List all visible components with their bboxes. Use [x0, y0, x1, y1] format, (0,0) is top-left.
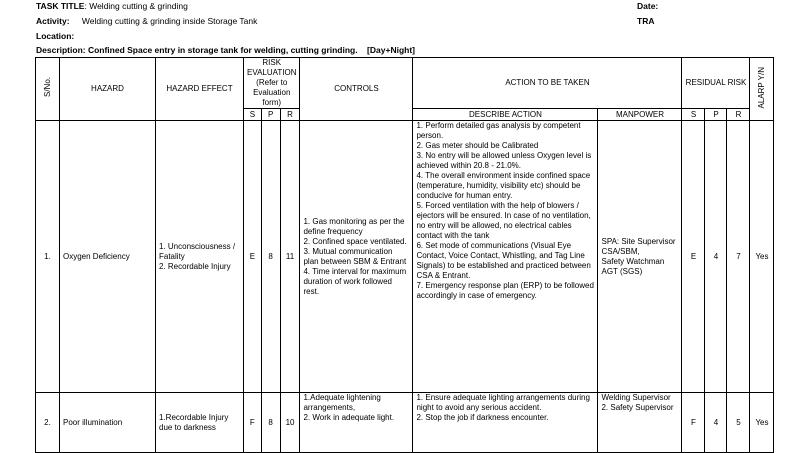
task-title-label: TASK TITLE [36, 1, 85, 11]
row-p: 8 [261, 121, 280, 393]
col-residual-p-header: P [705, 109, 727, 121]
tra-label: TRA [637, 16, 655, 26]
col-risk-eval-header: RISK EVALUATION (Refer to Evaluation form) [244, 58, 300, 109]
row-manpower: SPA: Site Supervisor CSA/SBM, Safety Watchman AGT (SGS) [598, 121, 682, 393]
row-hazard: Oxygen Deficiency [60, 121, 156, 393]
activity [36, 16, 257, 26]
col-r-header: R [280, 109, 300, 121]
row-describe-action: 1. Perform detailed gas analysis by competent person. 2. Gas meter should be Calibrated 3. No entry will be allowed unless Oxygen level is achieved within 20.8 - 21.0%. 4. The overall environment inside confined space (temperature, humidity, visibility etc) should be conducive for human entry. 5. Forced ventilation with the help of blowers / ejectors will be ensured. In case of no ventilation, no entry will be allowed, no electrical cables contact with the tank 6. Set mode of communications (Visual Eye Contact, Voice Contact, Whistling, and Tag Line Signals) to be established and practiced between CSA & Entrant. 7. Emergency response plan (ERP) to be followed accordingly in case of emergency. [413, 121, 598, 393]
task-title-value: : Welding cutting & grinding [84, 1, 188, 11]
row-r: 10 [280, 393, 300, 453]
col-alarp-header: ALARP Y/N [750, 58, 774, 121]
date-label: Date: [637, 1, 659, 11]
table-row [36, 121, 774, 393]
activity-label: Activity: [36, 16, 70, 26]
row-controls: 1.Adequate lightening arrangements, 2. Work in adequate light. [300, 393, 413, 453]
col-describe-action-header: DESCRIBE ACTION [413, 109, 598, 121]
task-title [36, 1, 188, 11]
col-sno-header: S/No. [36, 58, 60, 121]
row-residual-s: E [682, 121, 705, 393]
row-s: E [244, 121, 262, 393]
row-manpower: Welding Supervisor 2. Safety Supervisor [598, 393, 682, 453]
row-residual-r: 5 [727, 393, 750, 453]
row-hazard: Poor illumination [60, 393, 156, 453]
row-describe-action: 1. Ensure adequate lighting arrangements during night to avoid any serious accident. 2. Stop the job if darkness encounter. [413, 393, 598, 453]
row-sno: 1. [36, 121, 60, 393]
col-action-header: ACTION TO BE TAKEN [413, 58, 682, 109]
row-hazard-effect: 1.Recordable Injury due to darkness [156, 393, 244, 453]
activity-value: Welding cutting & grinding inside Storage Tank [81, 16, 258, 26]
row-hazard-effect: 1. Unconsciousness / Fatality 2. Recordable Injury [156, 121, 244, 393]
col-s-header: S [244, 109, 262, 121]
col-p-header: P [261, 109, 280, 121]
location-label: Location: [36, 31, 75, 41]
col-residual-risk-header: RESIDUAL RISK [682, 58, 750, 109]
col-residual-s-header: S [682, 109, 705, 121]
row-p: 8 [261, 393, 280, 453]
table-row [36, 393, 774, 453]
row-residual-s: F [682, 393, 705, 453]
row-controls: 1. Gas monitoring as per the define frequency 2. Confined space ventilated. 3. Mutual communication plan between SBM & Entrant 4. Time interval for maximum duration of work followed rest. [300, 121, 413, 393]
row-r: 11 [280, 121, 300, 393]
risk-assessment-table [35, 57, 774, 453]
row-residual-r: 7 [727, 121, 750, 393]
description: Description: Confined Space entry in storage tank for welding, cutting grinding. [Day+Night] [36, 45, 415, 55]
row-sno: 2. [36, 393, 60, 453]
row-s: F [244, 393, 262, 453]
col-hazard-effect-header: HAZARD EFFECT [156, 58, 244, 121]
col-manpower-header: MANPOWER [598, 109, 682, 121]
col-residual-r-header: R [727, 109, 750, 121]
row-residual-p: 4 [705, 393, 727, 453]
row-residual-p: 4 [705, 121, 727, 393]
header-row-1 [36, 58, 774, 109]
col-controls-header: CONTROLS [300, 58, 413, 121]
row-alarp: Yes [750, 393, 774, 453]
col-hazard-header: HAZARD [60, 58, 156, 121]
row-alarp: Yes [750, 121, 774, 393]
